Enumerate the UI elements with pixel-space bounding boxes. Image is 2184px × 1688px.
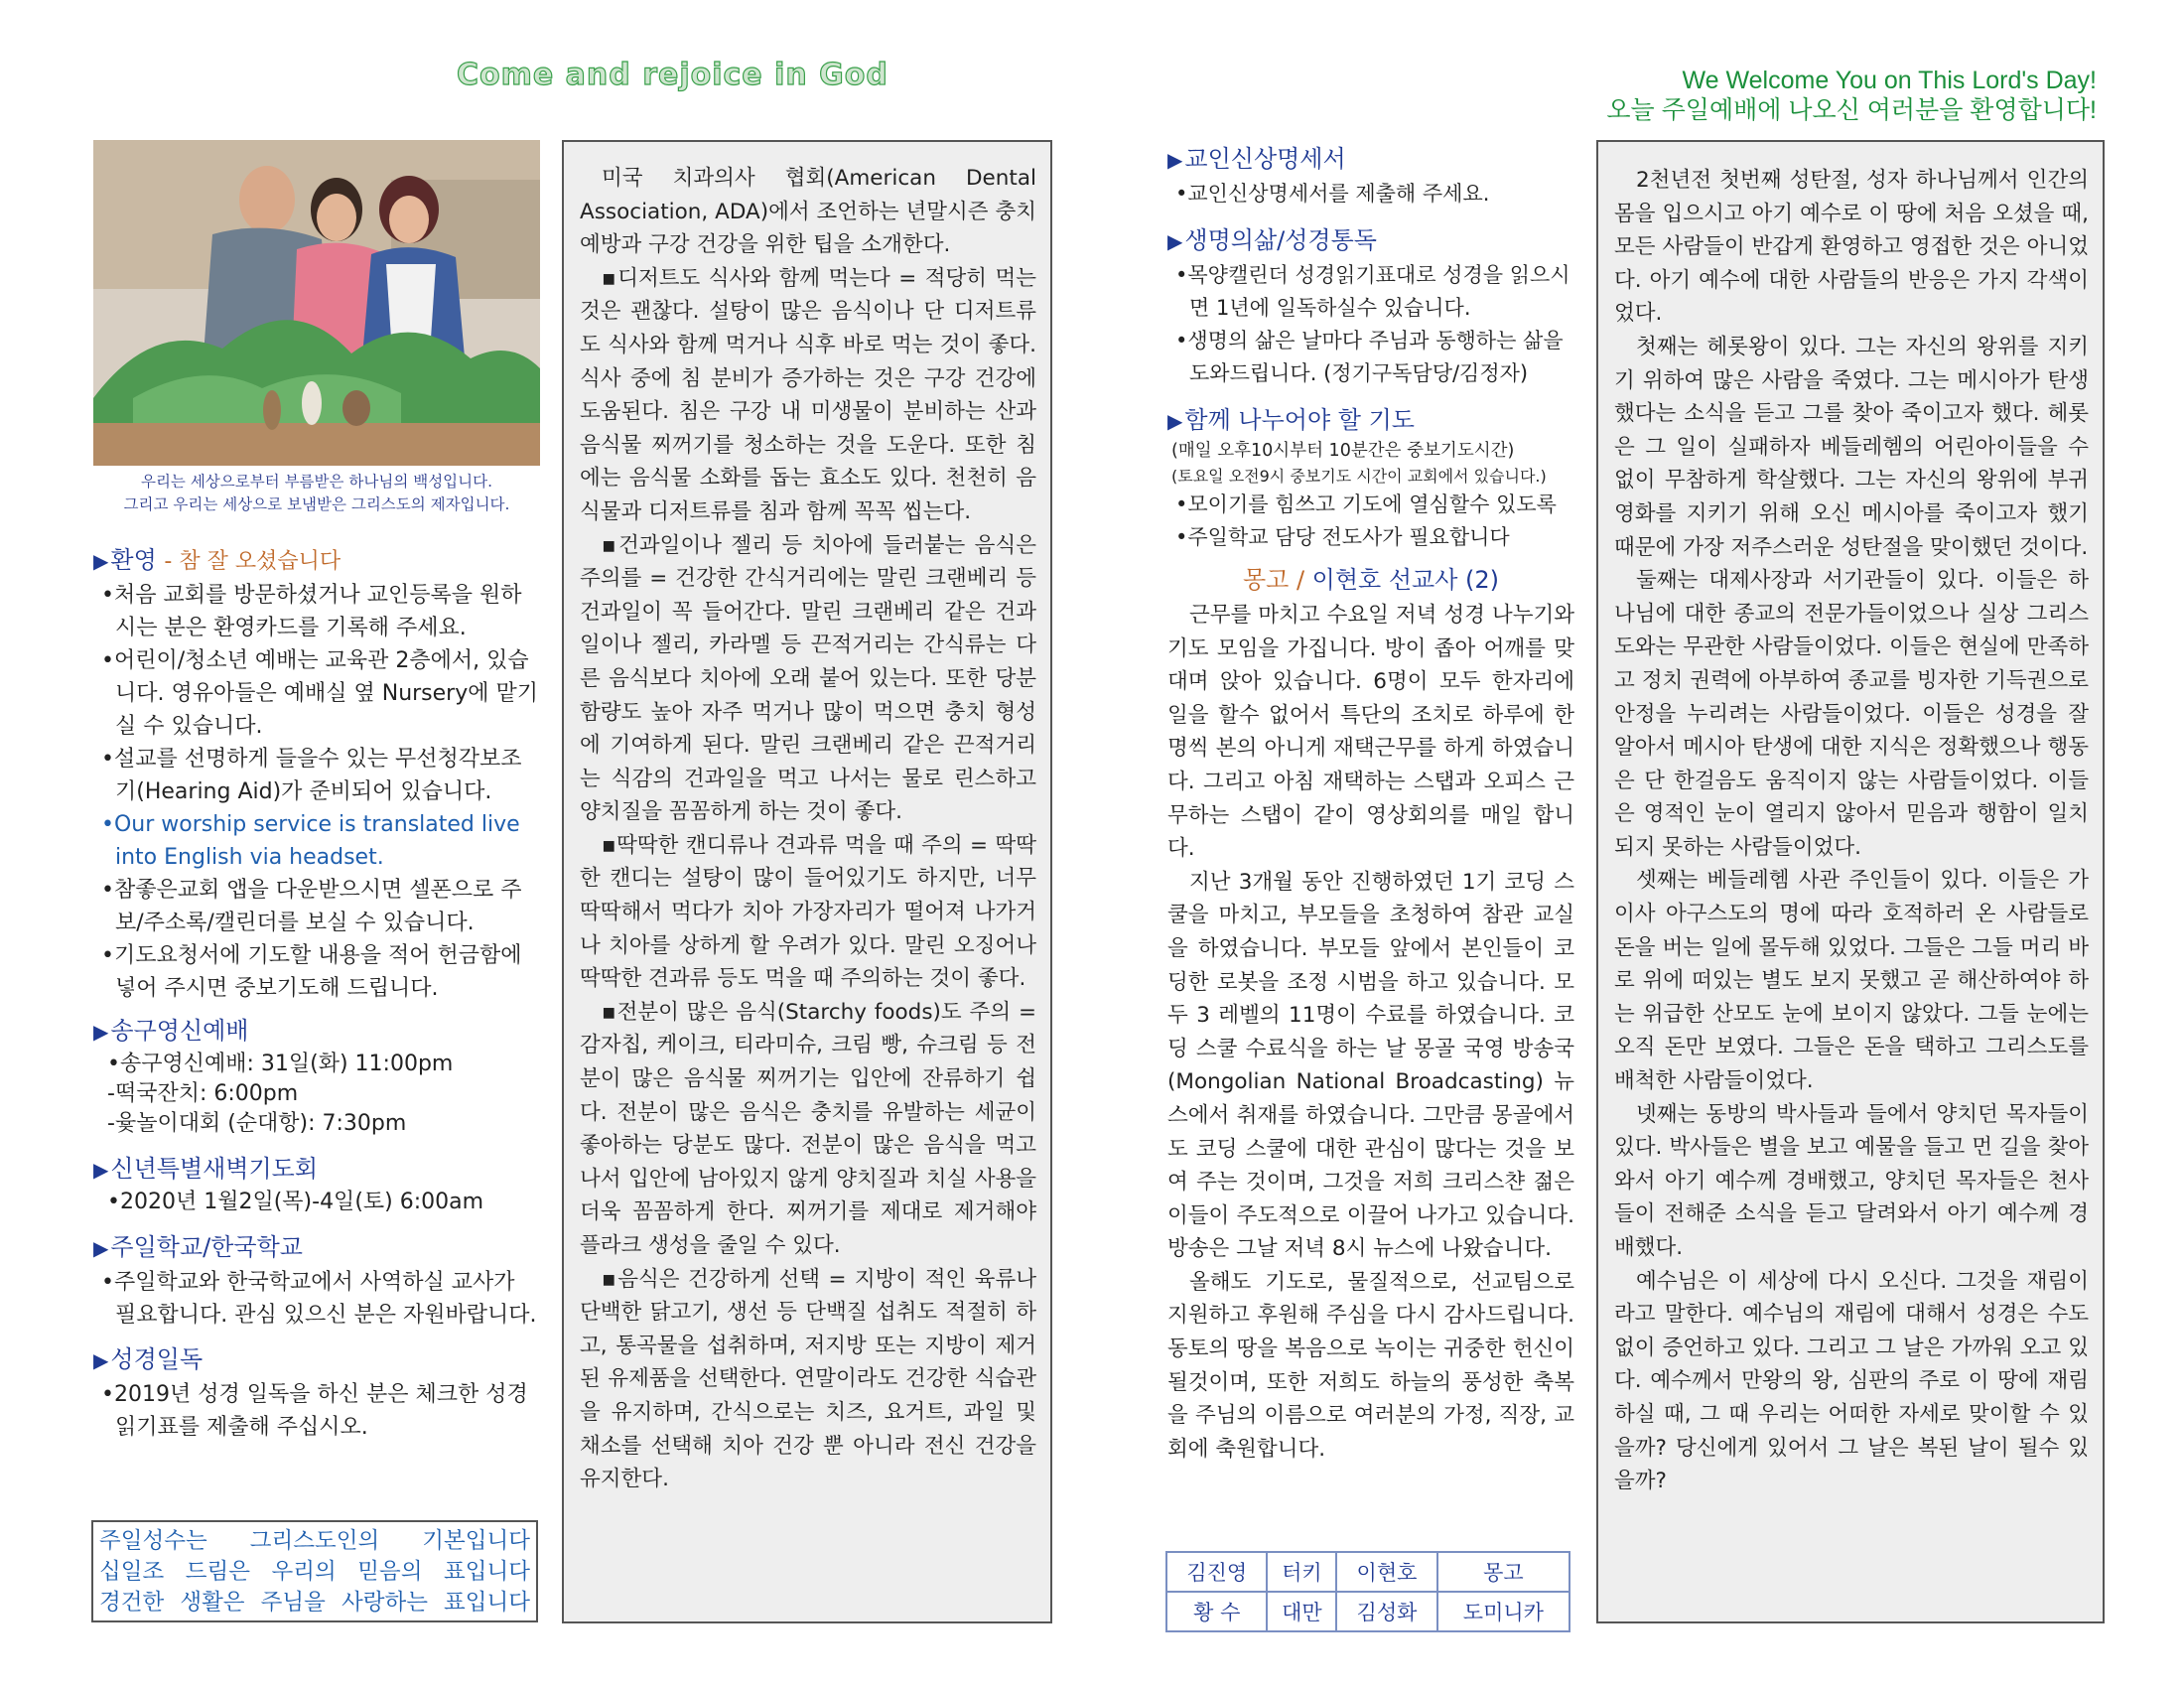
section-dawn-prayer-title bbox=[93, 1149, 542, 1184]
triangle-bullet-icon: ▶ bbox=[93, 1020, 109, 1044]
triangle-bullet-icon: ▶ bbox=[93, 1158, 109, 1182]
welcome-title-text: 환영 bbox=[110, 546, 157, 574]
triangle-bullet-icon: ▶ bbox=[1167, 148, 1183, 172]
list-item: •처음 교회를 방문하셨거나 교인등록을 원하시는 분은 환영카드를 기록해 주세요. bbox=[101, 583, 522, 640]
third-column bbox=[1167, 139, 1574, 1466]
article-paragraph: 예수님은 이 세상에 다시 오신다. 그것을 재림이라고 말한다. 예수님의 재림에 대해서 성경은 수도 없이 증언하고 있다. 그리고 그 날은 가까워 오고 있다. 예수께서 만왕의 왕, 심판의 주로 이 땅에 재림하실 때, 그 때 우리는 어떠한 자세로 맞이할 수 있을까? 당신에게 있어서 그 날은 복된 날이 될수 있을까? bbox=[1614, 1268, 2089, 1494]
list-item: •2020년 1월2일(목)-4일(토) 6:00am bbox=[107, 1190, 484, 1214]
list-item: •설교를 선명하게 들을수 있는 무선청각보조기(Hearing Aid)가 준비되어 있습니다. bbox=[101, 747, 522, 804]
article-paragraph: ▪디저트도 식사와 함께 먹는다 = 적당히 먹는 것은 괜찮다. 설탕이 많은 음식이나 단 디저트류도 식사와 함께 먹거나 식후 바로 먹는 것이 좋다. 식사 중에 침 분비가 증가하는 것은 구강 건강에 도움된다. 침은 구강 내 미생물이 분비하는 산과 음식물 찌꺼기를 청소하는 것을 도운다. 또한 침에는 음식물 소화를 돕는 효소도 있다. 천천히 음식물과 디저트류를 침과 함께 꼭꼭 씹는다. bbox=[580, 265, 1036, 524]
sunday-school-title-text: 주일학교/한국학교 bbox=[110, 1233, 303, 1261]
list-item: -떡국잔치: 6:00pm bbox=[107, 1081, 299, 1106]
congregation-photo bbox=[93, 140, 540, 466]
article-paragraph: 둘째는 대제사장과 서기관들이 있다. 이들은 하나님에 대한 종교의 전문가들이었으나 실상 그리스도와는 무관한 사람들이었다. 이들은 현실에 만족하고 정치 권력에 아부하여 종교를 빙자한 기득권으로 안정을 누리려는 사람들이었다. 이들은 성경을 잘 알아서 메시아 탄생에 대한 지식은 정확했으나 행동은 단 한걸음도 움직이지 않는 사람들이었다. 이들은 영적인 눈이 열리지 않아서 믿음과 행함이 일치되지 못하는 사람들이었다. bbox=[1614, 568, 2089, 860]
prayer-note: (매일 오후10시부터 10분간은 중보기도시간) bbox=[1171, 441, 1515, 461]
article-paragraph: 셋째는 베들레헴 사관 주인들이 있다. 이들은 가이사 아구스도의 명에 따라 호적하러 온 사람들로 돈을 버는 일에 몰두해 있었다. 그들은 그들 머리 바로 위에 떠있는 별도 보지 못했고 곧 해산하여야 하는 위급한 산모도 눈에 보이지 않았다. 그들 눈에는 오직 돈만 보였다. 그들은 돈을 택하고 그리스도를 배척한 사람들이었다. bbox=[1614, 868, 2089, 1094]
table-cell: 몽고 bbox=[1437, 1552, 1570, 1592]
triangle-bullet-icon: ▶ bbox=[1167, 229, 1183, 253]
table-row bbox=[1166, 1552, 1570, 1592]
article-paragraph: 미국 치과의사 협회(American Dental Association, ADA)에서 조언하는 년말시즌 충치 예방과 구강 건강을 위한 팁을 소개한다. bbox=[580, 166, 1036, 258]
list-item: •주일학교 담당 전도사가 필요합니다 bbox=[1175, 525, 1510, 549]
mission-country: 몽고 / bbox=[1242, 566, 1312, 594]
table-cell: 도미니카 bbox=[1437, 1592, 1570, 1631]
left-announcements bbox=[93, 534, 542, 1444]
prayer-note: (토요일 오전9시 중보기도 시간이 교회에서 있습니다.) bbox=[1171, 467, 1547, 486]
translation-notice: •Our worship service is translated live into English via headset. bbox=[101, 812, 520, 870]
triangle-bullet-icon: ▶ bbox=[93, 1236, 109, 1260]
photo-caption-line2: 그리고 우리는 세상으로 보냄받은 그리스도의 제자입니다. bbox=[123, 495, 510, 513]
photo-illustration bbox=[93, 140, 540, 466]
section-prayer-title bbox=[1167, 400, 1574, 435]
section-bible-reading-title bbox=[93, 1339, 542, 1374]
table-cell: 이현호 bbox=[1336, 1552, 1436, 1592]
table-cell: 대만 bbox=[1267, 1592, 1336, 1631]
page-header-title: Come and rejoice in God bbox=[457, 58, 888, 92]
member-info-title-text: 교인신상명세서 bbox=[1184, 145, 1346, 173]
welcome-header bbox=[1606, 66, 2097, 125]
list-item: •목양캘린더 성경읽기표대로 성경을 읽으시면 1년에 일독하실수 있습니다. bbox=[1175, 263, 1570, 320]
table-cell: 김진영 bbox=[1166, 1552, 1267, 1592]
list-item: •모이기를 힘쓰고 기도에 열심할수 있도록 bbox=[1175, 492, 1557, 516]
table-cell: 황 수 bbox=[1166, 1592, 1267, 1631]
table-cell: 김성화 bbox=[1336, 1592, 1436, 1631]
welcome-subtitle: - 참 잘 오셨습니다 bbox=[164, 549, 341, 574]
section-newyear-service-title bbox=[93, 1011, 542, 1046]
list-item: •송구영신예배: 31일(화) 11:00pm bbox=[107, 1052, 454, 1076]
article-paragraph: 넷째는 동방의 박사들과 들에서 양치던 목자들이 있다. 박사들은 별을 보고 예물을 들고 먼 길을 찾아와서 아기 예수께 경배했고, 양치던 목자들은 천사들이 전해준 소식을 듣고 달려와서 아기 예수께 경배했다. bbox=[1614, 1101, 2089, 1260]
dawn-prayer-title-text: 신년특별새벽기도회 bbox=[110, 1155, 319, 1183]
motto-box bbox=[91, 1520, 538, 1622]
dental-health-article bbox=[562, 140, 1052, 1623]
bible-reading-title-text: 성경일독 bbox=[110, 1345, 204, 1373]
table-row bbox=[1166, 1592, 1570, 1631]
triangle-bullet-icon: ▶ bbox=[1167, 409, 1183, 433]
triangle-bullet-icon: ▶ bbox=[93, 549, 109, 573]
christmas-article bbox=[1596, 140, 2105, 1623]
mission-report-title bbox=[1167, 560, 1574, 595]
article-paragraph: ▪음식은 건강하게 선택 = 지방이 적인 육류나 단백한 닭고기, 생선 등 단백질 섭취도 적절히 하고, 통곡물을 섭취하며, 저지방 또는 지방이 제거된 유제품을 선택한다. 연말이라도 건강한 식습관을 유지하며, 간식으로는 치즈, 요거트, 과일 및 채소를 선택해 치아 건강 뿐 아니라 전신 건강을 유지한다. bbox=[580, 1266, 1036, 1492]
mission-paragraph: 올해도 기도로, 물질적으로, 선교팀으로 지원하고 후원해 주심을 다시 감사드립니다. 동토의 땅을 복음으로 녹이는 귀중한 헌신이 될것이며, 또한 저희도 하늘의 풍성한 축복을 주님의 이름으로 여러분의 가정, 직장, 교회에 축원합니다. bbox=[1167, 1269, 1574, 1462]
section-member-info-title bbox=[1167, 139, 1574, 174]
mission-missionary: 이현호 선교사 (2) bbox=[1311, 566, 1500, 594]
motto-line: 주일성수는 그리스도인의 기본입니다 bbox=[99, 1528, 530, 1554]
list-item: •2019년 성경 일독을 하신 분은 체크한 성경읽기표를 제출해 주십시오. bbox=[101, 1382, 528, 1440]
motto-line: 경건한 생활은 주님을 사랑하는 표입니다 bbox=[99, 1590, 530, 1616]
list-item: •기도요청서에 기도할 내용을 적어 헌금함에 넣어 주시면 중보기도해 드립니다. bbox=[101, 943, 522, 1001]
prayer-title-text: 함께 나누어야 할 기도 bbox=[1184, 406, 1415, 434]
motto-line: 십일조 드림은 우리의 믿음의 표입니다 bbox=[99, 1559, 530, 1585]
article-paragraph: 첫째는 헤롯왕이 있다. 그는 자신의 왕위를 지키기 위하여 많은 사람을 죽였다. 그는 메시아가 탄생했다는 소식을 듣고 그를 찾아 죽이고자 했다. 헤롯은 그 일이 실패하자 베들레헴의 어린아이들을 수 없이 무참하게 학살했다. 그는 자신의 왕위에 부귀영화를 지키기 위해 오신 메시아를 죽이고자 했기 때문에 가장 저주스러운 성탄절을 맞이했던 것이다. bbox=[1614, 334, 2089, 560]
list-item: -윷놀이대회 (순대항): 7:30pm bbox=[107, 1111, 407, 1136]
mission-paragraph: 근무를 마치고 수요일 저녁 성경 나누기와 기도 모임을 가집니다. 방이 좁아 어깨를 맞대며 앉아 있습니다. 6명이 모두 한자리에 일을 할수 없어서 특단의 조치로 하루에 한명씩 본의 아니게 재택근무를 하게 하였습니다. 그리고 아침 재택하는 스탭과 오피스 근무하는 스탭이 같이 영상회의를 매일 합니다. bbox=[1167, 603, 1574, 862]
newyear-service-title-text: 송구영신예배 bbox=[110, 1017, 249, 1045]
welcome-header-english: We Welcome You on This Lord's Day! bbox=[1682, 67, 2097, 94]
photo-caption-line1: 우리는 세상으로부터 부름받은 하나님의 백성입니다. bbox=[140, 473, 493, 491]
list-item: •교인신상명세서를 제출해 주세요. bbox=[1175, 182, 1490, 206]
mission-paragraph: 지난 3개월 동안 진행하였던 1기 코딩 스쿨을 마치고, 부모들을 초청하여 참관 교실을 하였습니다. 부모들 앞에서 본인들이 코딩한 로봇을 조정 시범을 하고 있습니다. 모두 3 레벨의 11명이 수료를 하였습니다. 코딩 스쿨 수료식을 하는 날 몽골 국영 방송국(Mongolian National Broadcasting) 뉴스에서 취재를 하였습니다. 그만큼 몽골에서도 코딩 스쿨에 대한 관심이 많다는 것을 보여 주는 것이며, 그것을 저희 크리스챤 젊은이들이 주도적으로 이끌어 나가고 있습니다. 방송은 그날 저녁 8시 뉴스에 나왔습니다. bbox=[1167, 869, 1574, 1262]
article-paragraph: 2천년전 첫번째 성탄절, 성자 하나님께서 인간의 몸을 입으시고 아기 예수로 이 땅에 처음 오셨을 때, 모든 사람들이 반갑게 환영하고 영접한 것은 아니었다. 아기 예수에 대한 사람들의 반응은 가지 각색이었다. bbox=[1614, 168, 2089, 327]
triangle-bullet-icon: ▶ bbox=[93, 1348, 109, 1372]
section-welcome-title bbox=[93, 540, 542, 575]
article-paragraph: ▪딱딱한 캔디류나 견과류 먹을 때 주의 = 딱딱한 캔디는 설탕이 많이 들어있기도 하지만, 너무 딱딱해서 먹다가 치아 가장자리가 떨어져 나가거나 치아를 상하게 할 우려가 있다. 말린 오징어나 딱딱한 견과류 등도 먹을 때 주의하는 것이 좋다. bbox=[580, 832, 1036, 992]
photo-caption bbox=[93, 471, 540, 516]
welcome-header-korean: 오늘 주일예배에 나오신 여러분을 환영합니다! bbox=[1606, 96, 2097, 124]
life-bible-title-text: 생명의삶/성경통독 bbox=[1184, 226, 1377, 254]
list-item: •생명의 삶은 날마다 주님과 동행하는 삶을 도와드립니다. (정기구독담당/김정자) bbox=[1175, 329, 1564, 385]
article-paragraph: ▪전분이 많은 음식(Starchy foods)도 주의 = 감자칩, 케이크, 티라미슈, 크림 빵, 슈크림 등 전분이 많은 음식물 찌꺼기는 입안에 잔류하기 쉽다. 전분이 많은 음식은 충치를 유발하는 세균이 좋아하는 당분도 많다. 전분이 많은 음식을 먹고나서 입안에 남아있지 않게 양치질과 치실 사용을 더욱 꼼꼼하게 한다. 찌꺼기를 제대로 제거해야 플라크 생성을 줄일 수 있다. bbox=[580, 999, 1036, 1258]
article-paragraph: ▪건과일이나 젤리 등 치아에 들러붙는 음식은 주의를 = 건강한 간식거리에는 말린 크랜베리 등 건과일이 꼭 들어간다. 말린 크랜베리 같은 건과일이나 젤리, 카라멜 등 끈적거리는 간식류는 다른 음식보다 치아에 오래 붙어 있는다. 또한 당분 함량도 높아 자주 먹거나 많이 먹으면 충치 형성에 기여하게 된다. 말린 크랜베리 같은 끈적거리는 식감의 건과일을 먹고 나서는 물로 린스하고 양치질을 꼼꼼하게 하는 것이 좋다. bbox=[580, 532, 1036, 825]
list-item: •어린이/청소년 예배는 교육관 2층에서, 있습니다. 영유아들은 예배실 옆 Nursery에 맡기실 수 있습니다. bbox=[101, 648, 538, 739]
list-item: •참좋은교회 앱을 다운받으시면 셀폰으로 주보/주소록/캘린더를 보실 수 있습니다. bbox=[101, 878, 522, 935]
list-item: •주일학교와 한국학교에서 사역하실 교사가 필요합니다. 관심 있으신 분은 자원바랍니다. bbox=[101, 1270, 537, 1328]
table-cell: 터키 bbox=[1267, 1552, 1336, 1592]
missionary-table bbox=[1165, 1551, 1570, 1632]
section-sunday-school-title bbox=[93, 1227, 542, 1262]
section-life-bible-title bbox=[1167, 220, 1574, 255]
